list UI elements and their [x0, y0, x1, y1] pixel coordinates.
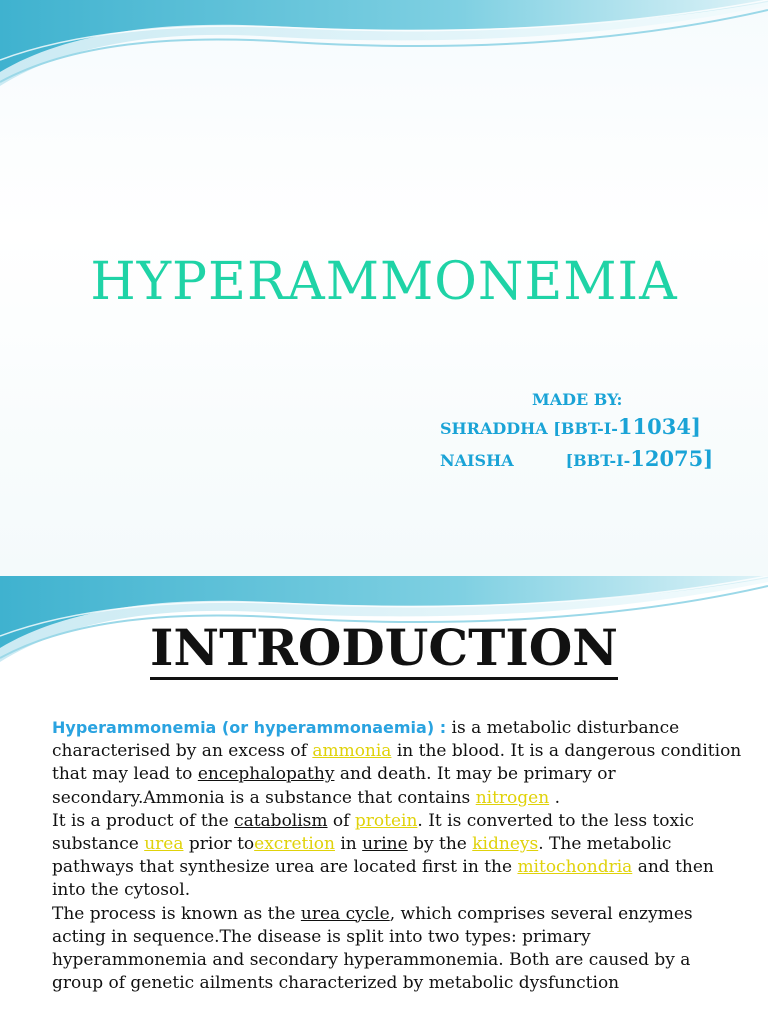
paragraph-1: Hyperammonemia (or hyperammonaemia) : is a metabolic disturbance characterised by an excess of ammonia in the blood. It is a dangerous condition that may lead to encephalopathy and death. It may be primary or secondary.Ammonia is a substance that contains nitrogen . — [52, 718, 742, 808]
made-by-label: MADE BY: — [532, 390, 623, 409]
lead-term: Hyperammonemia (or hyperammonaemia) : — [52, 718, 447, 737]
author-2 — [440, 444, 740, 476]
paragraph-2: It is a product of the catabolism of protein. It is converted to the less toxic substance urea prior toexcretion in urine by the kidneys. The metabolic pathways that synthesize urea are located first in the mitochondria and then into the cytosol. — [52, 810, 714, 901]
link-urea[interactable]: urea — [144, 834, 184, 855]
introduction-body — [52, 716, 742, 995]
paragraph-3: The process is known as the urea cycle, which comprises several enzymes acting in sequence.The disease is split into two types: primary hyperammonemia and secondary hyperammonemia. Both are caused by a group of genetic ailments characterized by metabolic dysfunction — [52, 903, 693, 994]
link-excretion[interactable]: excretion — [254, 834, 335, 855]
link-protein[interactable]: protein — [354, 810, 418, 831]
link-kidneys[interactable]: kidneys — [472, 834, 539, 855]
presentation-title: HYPERAMMONEMIA — [90, 252, 678, 312]
link-mitochondria[interactable]: mitochondria — [517, 857, 633, 878]
author-2-name: NAISHA — [440, 451, 514, 470]
author-1-name: SHRADDHA — [440, 419, 548, 438]
section-heading: INTRODUCTION — [0, 618, 768, 677]
author-2-id: [BBT-I-12075] — [565, 446, 714, 471]
link-urea-cycle[interactable]: urea cycle — [300, 903, 390, 924]
link-ammonia[interactable]: ammonia — [312, 741, 392, 762]
link-nitrogen[interactable]: nitrogen — [475, 787, 550, 808]
link-catabolism[interactable]: catabolism — [234, 810, 328, 831]
authors-block — [440, 388, 740, 476]
author-1 — [440, 412, 740, 444]
header-wave-decoration — [0, 0, 768, 100]
link-encephalopathy[interactable]: encephalopathy — [197, 764, 335, 785]
link-urine[interactable]: urine — [362, 834, 408, 855]
author-1-id: [BBT-I-11034] — [553, 414, 701, 439]
